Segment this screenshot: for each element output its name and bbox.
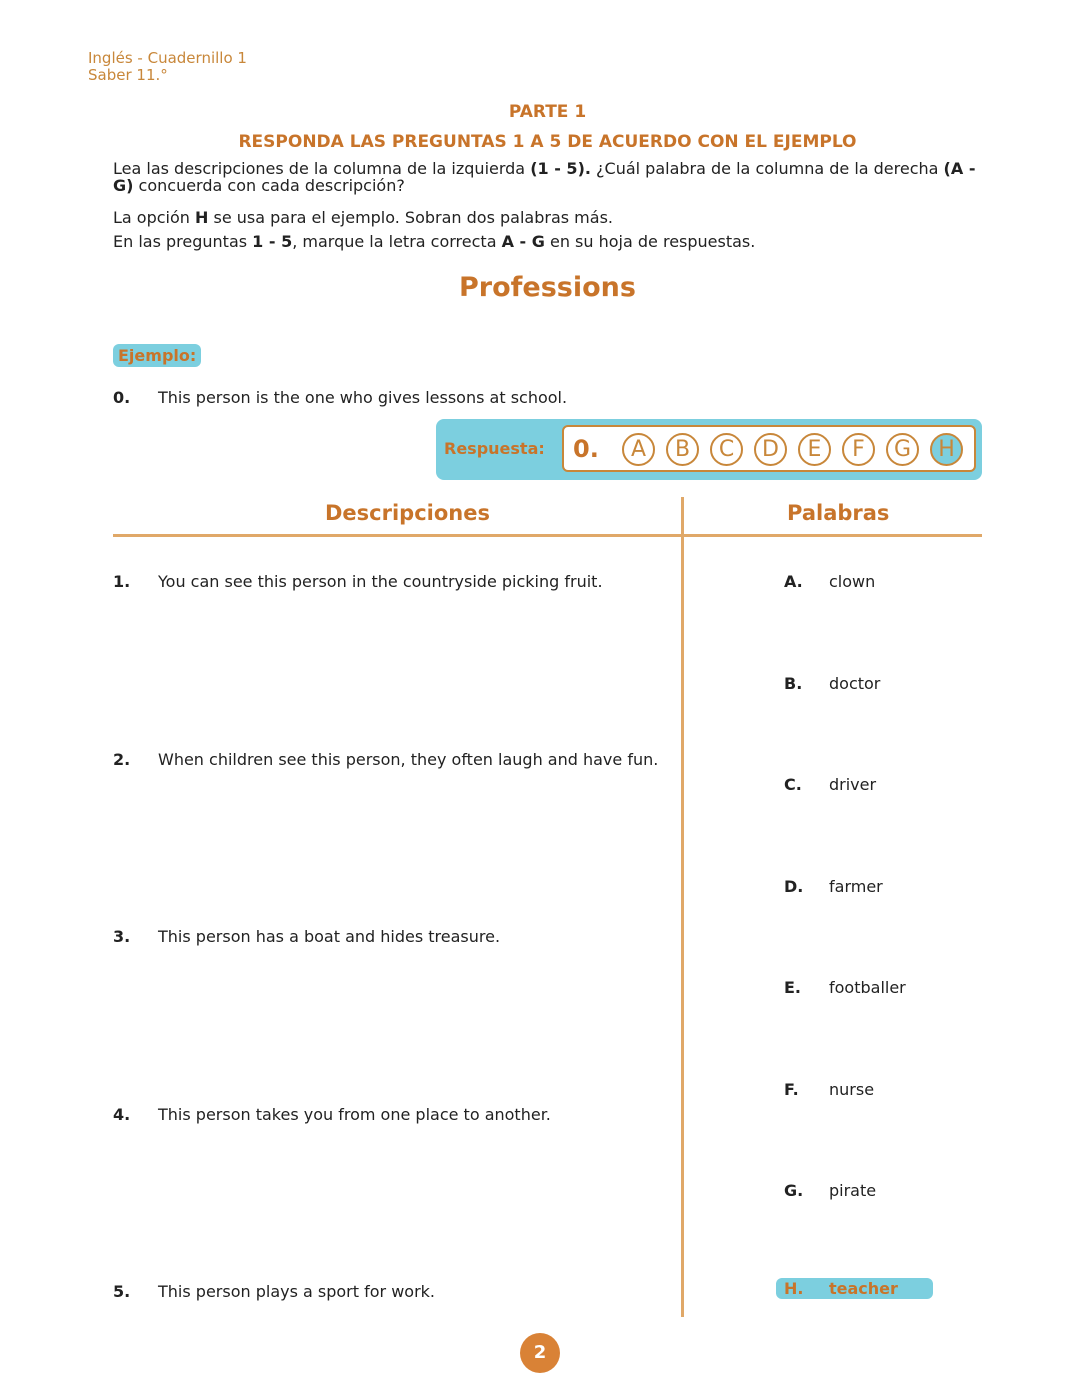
question-5: 5. This person plays a sport for work. xyxy=(113,1282,436,1301)
instruction-title: RESPONDA LAS PREGUNTAS 1 A 5 DE ACUERDO CON EL EJEMPLO xyxy=(238,132,857,152)
instruction-2: La opción H se usa para el ejemplo. Sobran dos palabras más. xyxy=(113,208,613,227)
column-header-words: Palabras xyxy=(787,501,890,525)
header-subject: Inglés - Cuadernillo 1 xyxy=(88,49,247,67)
column-divider xyxy=(681,497,684,1317)
bubble-a: A xyxy=(622,433,655,466)
instruction-3: En las preguntas 1 - 5, marque la letra correcta A - G en su hoja de respuestas. xyxy=(113,232,756,251)
header-exam: Saber 11.° xyxy=(88,66,168,84)
question-1: 1. You can see this person in the countryside picking fruit. xyxy=(113,572,603,591)
bubble-f: F xyxy=(842,433,875,466)
word-c: C. driver xyxy=(784,775,877,794)
question-4: 4. This person takes you from one place to another. xyxy=(113,1105,551,1124)
page-header xyxy=(88,50,247,84)
part-title: PARTE 1 xyxy=(508,102,587,122)
bubble-g: G xyxy=(886,433,919,466)
question-2: 2. When children see this person, they often laugh and have fun. xyxy=(113,750,659,769)
word-d: D. farmer xyxy=(784,877,883,896)
word-h-example: H. teacher xyxy=(776,1278,933,1299)
section-title: Professions xyxy=(459,272,636,303)
bubble-d: D xyxy=(754,433,787,466)
example-question: 0. This person is the one who gives lessons at school. xyxy=(113,388,568,407)
header-divider xyxy=(113,534,982,537)
word-e: E. footballer xyxy=(784,978,906,997)
word-b: B. doctor xyxy=(784,674,881,693)
answer-number: 0. xyxy=(573,435,599,463)
question-3: 3. This person has a boat and hides treasure. xyxy=(113,927,501,946)
word-a: A. clown xyxy=(784,572,876,591)
column-header-descriptions: Descripciones xyxy=(325,501,490,525)
answer-bubbles xyxy=(562,425,976,472)
word-g: G. pirate xyxy=(784,1181,877,1200)
bubble-e: E xyxy=(798,433,831,466)
answer-label: Respuesta: xyxy=(444,439,545,458)
bubble-b: B xyxy=(666,433,699,466)
example-label: Ejemplo: xyxy=(113,344,201,367)
page-number: 2 xyxy=(520,1333,560,1373)
bubble-c: C xyxy=(710,433,743,466)
word-f: F. nurse xyxy=(784,1080,875,1099)
bubble-h-selected: H xyxy=(930,433,963,466)
answer-example xyxy=(436,419,982,480)
instruction-1: Lea las descripciones de la columna de la izquierda (1 - 5). ¿Cuál palabra de la columna de la derecha (A - G) concuerda con cada descripción? xyxy=(113,159,976,195)
